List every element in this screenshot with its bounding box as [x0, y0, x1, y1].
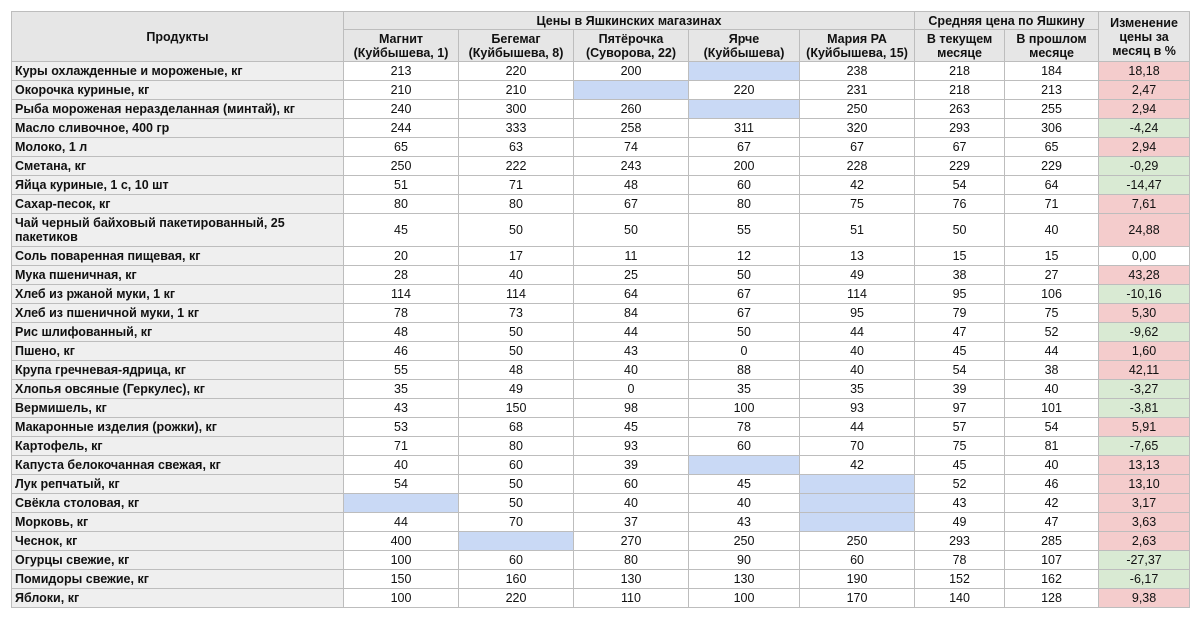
change-cell: -7,65	[1099, 437, 1190, 456]
price-cell: 160	[459, 570, 574, 589]
price-cell: 98	[574, 399, 689, 418]
product-name-cell: Окорочка куриные, кг	[12, 81, 344, 100]
price-cell: 210	[459, 81, 574, 100]
price-cell: 51	[344, 176, 459, 195]
price-cell: 78	[689, 418, 800, 437]
price-cell: 60	[689, 176, 800, 195]
avg-previous-cell: 81	[1005, 437, 1099, 456]
price-cell: 100	[689, 399, 800, 418]
table-row	[12, 247, 1190, 266]
price-table	[11, 11, 1190, 608]
table-body	[12, 62, 1190, 608]
avg-current-cell: 76	[915, 195, 1005, 214]
empty-price-cell	[800, 475, 915, 494]
avg-current-cell: 45	[915, 456, 1005, 475]
price-cell: 42	[800, 456, 915, 475]
price-cell: 190	[800, 570, 915, 589]
table-row	[12, 214, 1190, 247]
table-row	[12, 266, 1190, 285]
change-cell: -14,47	[1099, 176, 1190, 195]
avg-current-cell: 49	[915, 513, 1005, 532]
change-cell: 18,18	[1099, 62, 1190, 81]
avg-previous-cell: 40	[1005, 214, 1099, 247]
table-row	[12, 589, 1190, 608]
price-cell: 80	[459, 195, 574, 214]
price-cell: 65	[344, 138, 459, 157]
price-cell: 45	[344, 214, 459, 247]
table-row	[12, 81, 1190, 100]
avg-previous-cell: 184	[1005, 62, 1099, 81]
change-cell: 42,11	[1099, 361, 1190, 380]
product-name-cell: Соль поваренная пищевая, кг	[12, 247, 344, 266]
avg-previous-cell: 285	[1005, 532, 1099, 551]
price-cell: 48	[344, 323, 459, 342]
price-cell: 64	[574, 285, 689, 304]
price-cell: 55	[344, 361, 459, 380]
price-cell: 50	[459, 214, 574, 247]
empty-price-cell	[800, 494, 915, 513]
price-cell: 240	[344, 100, 459, 119]
avg-current-cell: 140	[915, 589, 1005, 608]
price-cell: 244	[344, 119, 459, 138]
price-cell: 67	[574, 195, 689, 214]
price-cell: 93	[800, 399, 915, 418]
product-name-cell: Морковь, кг	[12, 513, 344, 532]
change-cell: 24,88	[1099, 214, 1190, 247]
change-cell: 2,94	[1099, 100, 1190, 119]
avg-previous-cell: 255	[1005, 100, 1099, 119]
price-cell: 60	[689, 437, 800, 456]
change-cell: -10,16	[1099, 285, 1190, 304]
price-cell: 60	[574, 475, 689, 494]
price-cell: 75	[800, 195, 915, 214]
product-name-cell: Рис шлифованный, кг	[12, 323, 344, 342]
price-cell: 17	[459, 247, 574, 266]
table-row	[12, 100, 1190, 119]
avg-current-cell: 95	[915, 285, 1005, 304]
table-row	[12, 138, 1190, 157]
price-cell: 67	[689, 138, 800, 157]
price-cell: 210	[344, 81, 459, 100]
price-cell: 68	[459, 418, 574, 437]
avg-previous-header: В прошлом месяце	[1005, 30, 1099, 62]
avg-previous-cell: 52	[1005, 323, 1099, 342]
change-cell: 3,17	[1099, 494, 1190, 513]
table-row	[12, 437, 1190, 456]
table-row	[12, 176, 1190, 195]
table-row	[12, 570, 1190, 589]
change-cell: -3,81	[1099, 399, 1190, 418]
price-cell: 300	[459, 100, 574, 119]
avg-previous-cell: 107	[1005, 551, 1099, 570]
price-cell: 43	[574, 342, 689, 361]
table-row	[12, 513, 1190, 532]
avg-current-cell: 75	[915, 437, 1005, 456]
price-cell: 80	[574, 551, 689, 570]
change-cell: 5,91	[1099, 418, 1190, 437]
price-cell: 60	[459, 551, 574, 570]
price-cell: 60	[459, 456, 574, 475]
store-header-mariya-ra: Мария РА (Куйбышева, 15)	[800, 30, 915, 62]
price-cell: 40	[344, 456, 459, 475]
table-row	[12, 456, 1190, 475]
price-cell: 50	[459, 494, 574, 513]
price-cell: 50	[574, 214, 689, 247]
avg-previous-cell: 101	[1005, 399, 1099, 418]
price-cell: 90	[689, 551, 800, 570]
price-cell: 238	[800, 62, 915, 81]
product-name-cell: Молоко, 1 л	[12, 138, 344, 157]
avg-current-cell: 54	[915, 176, 1005, 195]
price-cell: 250	[344, 157, 459, 176]
price-cell: 71	[344, 437, 459, 456]
product-name-cell: Капуста белокочанная свежая, кг	[12, 456, 344, 475]
table-row	[12, 157, 1190, 176]
price-cell: 44	[800, 418, 915, 437]
avg-current-cell: 67	[915, 138, 1005, 157]
change-cell: -27,37	[1099, 551, 1190, 570]
table-row	[12, 62, 1190, 81]
avg-previous-cell: 162	[1005, 570, 1099, 589]
table-row	[12, 399, 1190, 418]
change-cell: -9,62	[1099, 323, 1190, 342]
price-cell: 35	[344, 380, 459, 399]
table-row	[12, 323, 1190, 342]
avg-current-cell: 47	[915, 323, 1005, 342]
avg-previous-cell: 38	[1005, 361, 1099, 380]
price-cell: 95	[800, 304, 915, 323]
avg-previous-cell: 106	[1005, 285, 1099, 304]
price-cell: 67	[689, 285, 800, 304]
price-cell: 130	[574, 570, 689, 589]
price-cell: 55	[689, 214, 800, 247]
avg-previous-cell: 128	[1005, 589, 1099, 608]
table-row	[12, 475, 1190, 494]
avg-previous-cell: 46	[1005, 475, 1099, 494]
price-cell: 40	[574, 361, 689, 380]
avg-current-cell: 218	[915, 62, 1005, 81]
store-header-magnit: Магнит (Куйбышева, 1)	[344, 30, 459, 62]
avg-current-cell: 50	[915, 214, 1005, 247]
price-cell: 67	[689, 304, 800, 323]
table-row	[12, 532, 1190, 551]
price-cell: 220	[689, 81, 800, 100]
price-cell: 400	[344, 532, 459, 551]
table-row	[12, 285, 1190, 304]
price-cell: 70	[459, 513, 574, 532]
change-header: Изменение цены за месяц в %	[1099, 12, 1190, 62]
product-name-cell: Чай черный байховый пакетированный, 25 пакетиков	[12, 214, 344, 247]
price-cell: 0	[689, 342, 800, 361]
avg-current-cell: 38	[915, 266, 1005, 285]
price-cell: 93	[574, 437, 689, 456]
table-row	[12, 418, 1190, 437]
empty-price-cell	[574, 81, 689, 100]
price-cell: 110	[574, 589, 689, 608]
avg-previous-cell: 306	[1005, 119, 1099, 138]
avg-current-cell: 293	[915, 532, 1005, 551]
price-cell: 40	[459, 266, 574, 285]
price-cell: 170	[800, 589, 915, 608]
price-cell: 43	[344, 399, 459, 418]
avg-current-cell: 78	[915, 551, 1005, 570]
price-cell: 35	[800, 380, 915, 399]
change-cell: -6,17	[1099, 570, 1190, 589]
product-name-cell: Яблоки, кг	[12, 589, 344, 608]
product-name-cell: Помидоры свежие, кг	[12, 570, 344, 589]
price-cell: 73	[459, 304, 574, 323]
price-cell: 50	[459, 475, 574, 494]
empty-price-cell	[689, 62, 800, 81]
avg-previous-cell: 229	[1005, 157, 1099, 176]
price-cell: 80	[689, 195, 800, 214]
store-header-pyaterochka: Пятёрочка (Суворова, 22)	[574, 30, 689, 62]
price-cell: 44	[800, 323, 915, 342]
avg-group-header: Средняя цена по Яшкину	[915, 12, 1099, 30]
price-cell: 243	[574, 157, 689, 176]
table-row	[12, 119, 1190, 138]
product-name-cell: Масло сливочное, 400 гр	[12, 119, 344, 138]
price-cell: 40	[574, 494, 689, 513]
change-cell: 2,94	[1099, 138, 1190, 157]
avg-current-cell: 15	[915, 247, 1005, 266]
price-cell: 74	[574, 138, 689, 157]
price-cell: 222	[459, 157, 574, 176]
price-cell: 200	[574, 62, 689, 81]
price-cell: 250	[800, 100, 915, 119]
price-cell: 46	[344, 342, 459, 361]
price-cell: 311	[689, 119, 800, 138]
price-cell: 11	[574, 247, 689, 266]
price-cell: 37	[574, 513, 689, 532]
price-cell: 48	[459, 361, 574, 380]
table-row	[12, 380, 1190, 399]
avg-previous-cell: 40	[1005, 456, 1099, 475]
avg-previous-cell: 27	[1005, 266, 1099, 285]
avg-current-cell: 39	[915, 380, 1005, 399]
price-cell: 60	[800, 551, 915, 570]
avg-current-cell: 57	[915, 418, 1005, 437]
price-cell: 25	[574, 266, 689, 285]
price-cell: 45	[574, 418, 689, 437]
price-cell: 63	[459, 138, 574, 157]
price-cell: 40	[689, 494, 800, 513]
price-cell: 270	[574, 532, 689, 551]
avg-current-cell: 43	[915, 494, 1005, 513]
table-row	[12, 304, 1190, 323]
avg-previous-cell: 54	[1005, 418, 1099, 437]
products-header: Продукты	[12, 12, 344, 62]
change-cell: -3,27	[1099, 380, 1190, 399]
change-cell: 7,61	[1099, 195, 1190, 214]
price-cell: 100	[689, 589, 800, 608]
change-cell: 2,47	[1099, 81, 1190, 100]
price-cell: 114	[800, 285, 915, 304]
table-row	[12, 195, 1190, 214]
avg-previous-cell: 64	[1005, 176, 1099, 195]
price-cell: 40	[800, 361, 915, 380]
price-cell: 48	[574, 176, 689, 195]
price-cell: 50	[459, 342, 574, 361]
product-name-cell: Пшено, кг	[12, 342, 344, 361]
avg-previous-cell: 65	[1005, 138, 1099, 157]
product-name-cell: Свёкла столовая, кг	[12, 494, 344, 513]
product-name-cell: Хлеб из ржаной муки, 1 кг	[12, 285, 344, 304]
store-header-begemag: Бегемаг (Куйбышева, 8)	[459, 30, 574, 62]
price-cell: 44	[344, 513, 459, 532]
price-cell: 12	[689, 247, 800, 266]
price-cell: 67	[800, 138, 915, 157]
table-row	[12, 494, 1190, 513]
price-cell: 114	[459, 285, 574, 304]
price-cell: 43	[689, 513, 800, 532]
price-cell: 70	[800, 437, 915, 456]
change-cell: 9,38	[1099, 589, 1190, 608]
price-cell: 50	[459, 323, 574, 342]
price-cell: 78	[344, 304, 459, 323]
table-header	[12, 12, 1190, 62]
product-name-cell: Сметана, кг	[12, 157, 344, 176]
change-cell: 5,30	[1099, 304, 1190, 323]
product-name-cell: Чеснок, кг	[12, 532, 344, 551]
change-cell: 43,28	[1099, 266, 1190, 285]
avg-previous-cell: 42	[1005, 494, 1099, 513]
avg-current-cell: 54	[915, 361, 1005, 380]
price-cell: 51	[800, 214, 915, 247]
price-cell: 50	[689, 266, 800, 285]
avg-current-cell: 52	[915, 475, 1005, 494]
change-cell: 13,13	[1099, 456, 1190, 475]
avg-previous-cell: 40	[1005, 380, 1099, 399]
price-cell: 260	[574, 100, 689, 119]
price-cell: 42	[800, 176, 915, 195]
avg-previous-cell: 213	[1005, 81, 1099, 100]
product-name-cell: Огурцы свежие, кг	[12, 551, 344, 570]
avg-current-cell: 152	[915, 570, 1005, 589]
price-cell: 228	[800, 157, 915, 176]
stores-group-header: Цены в Яшкинских магазинах	[344, 12, 915, 30]
avg-current-cell: 218	[915, 81, 1005, 100]
price-cell: 40	[800, 342, 915, 361]
price-cell: 200	[689, 157, 800, 176]
store-header-yarche: Ярче (Куйбышева)	[689, 30, 800, 62]
avg-current-cell: 45	[915, 342, 1005, 361]
change-cell: 3,63	[1099, 513, 1190, 532]
price-cell: 35	[689, 380, 800, 399]
product-name-cell: Хлеб из пшеничной муки, 1 кг	[12, 304, 344, 323]
avg-previous-cell: 15	[1005, 247, 1099, 266]
product-name-cell: Куры охлажденные и мороженые, кг	[12, 62, 344, 81]
price-cell: 53	[344, 418, 459, 437]
price-cell: 100	[344, 589, 459, 608]
product-name-cell: Макаронные изделия (рожки), кг	[12, 418, 344, 437]
price-cell: 80	[459, 437, 574, 456]
price-cell: 220	[459, 589, 574, 608]
empty-price-cell	[344, 494, 459, 513]
empty-price-cell	[459, 532, 574, 551]
price-cell: 20	[344, 247, 459, 266]
price-cell: 333	[459, 119, 574, 138]
change-cell: 13,10	[1099, 475, 1190, 494]
avg-current-cell: 263	[915, 100, 1005, 119]
avg-current-cell: 293	[915, 119, 1005, 138]
price-cell: 130	[689, 570, 800, 589]
price-cell: 231	[800, 81, 915, 100]
product-name-cell: Лук репчатый, кг	[12, 475, 344, 494]
price-cell: 88	[689, 361, 800, 380]
price-cell: 49	[459, 380, 574, 399]
price-cell: 84	[574, 304, 689, 323]
table-row	[12, 361, 1190, 380]
price-cell: 28	[344, 266, 459, 285]
price-cell: 250	[689, 532, 800, 551]
table-row	[12, 551, 1190, 570]
table-row	[12, 342, 1190, 361]
change-cell: -0,29	[1099, 157, 1190, 176]
product-name-cell: Картофель, кг	[12, 437, 344, 456]
price-cell: 250	[800, 532, 915, 551]
price-cell: 150	[344, 570, 459, 589]
product-name-cell: Вермишель, кг	[12, 399, 344, 418]
product-name-cell: Хлопья овсяные (Геркулес), кг	[12, 380, 344, 399]
price-cell: 320	[800, 119, 915, 138]
price-cell: 50	[689, 323, 800, 342]
avg-current-header: В текущем месяце	[915, 30, 1005, 62]
price-cell: 100	[344, 551, 459, 570]
price-cell: 213	[344, 62, 459, 81]
price-cell: 44	[574, 323, 689, 342]
product-name-cell: Рыба мороженая неразделанная (минтай), кг	[12, 100, 344, 119]
empty-price-cell	[689, 100, 800, 119]
price-cell: 150	[459, 399, 574, 418]
change-cell: 2,63	[1099, 532, 1190, 551]
price-cell: 39	[574, 456, 689, 475]
price-cell: 114	[344, 285, 459, 304]
price-cell: 220	[459, 62, 574, 81]
avg-previous-cell: 47	[1005, 513, 1099, 532]
price-cell: 71	[459, 176, 574, 195]
product-name-cell: Яйца куриные, 1 с, 10 шт	[12, 176, 344, 195]
price-cell: 49	[800, 266, 915, 285]
price-cell: 54	[344, 475, 459, 494]
change-cell: 0,00	[1099, 247, 1190, 266]
change-cell: -4,24	[1099, 119, 1190, 138]
product-name-cell: Мука пшеничная, кг	[12, 266, 344, 285]
avg-previous-cell: 44	[1005, 342, 1099, 361]
product-name-cell: Сахар-песок, кг	[12, 195, 344, 214]
change-cell: 1,60	[1099, 342, 1190, 361]
empty-price-cell	[800, 513, 915, 532]
product-name-cell: Крупа гречневая-ядрица, кг	[12, 361, 344, 380]
avg-current-cell: 97	[915, 399, 1005, 418]
price-cell: 13	[800, 247, 915, 266]
price-cell: 0	[574, 380, 689, 399]
price-cell: 80	[344, 195, 459, 214]
price-cell: 45	[689, 475, 800, 494]
avg-current-cell: 229	[915, 157, 1005, 176]
avg-previous-cell: 71	[1005, 195, 1099, 214]
empty-price-cell	[689, 456, 800, 475]
avg-current-cell: 79	[915, 304, 1005, 323]
price-cell: 258	[574, 119, 689, 138]
avg-previous-cell: 75	[1005, 304, 1099, 323]
